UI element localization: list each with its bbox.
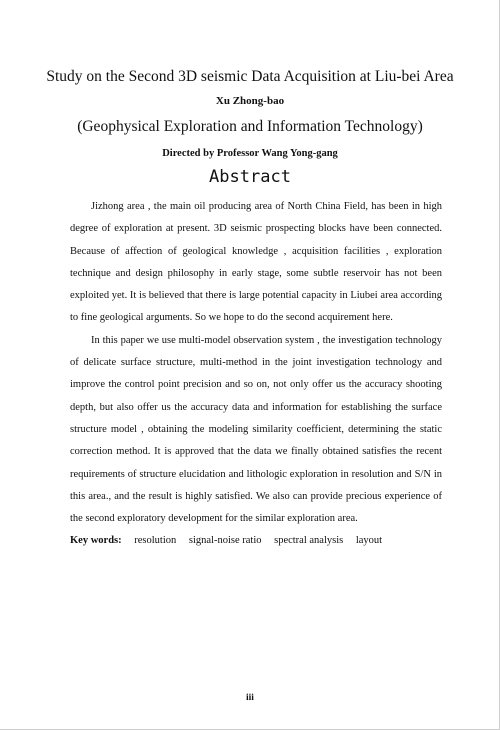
keywords-line (70, 530, 442, 552)
abstract-paragraph-1: Jizhong area , the main oil producing area of North China Field, has been in high degree of exploration at present. 3D seismic prospecting blocks have been connected. Because of affection of geological knowledge , acquisition facilities , exploration technique and design philosophy in early stage, some subtle reservoir has not been exploited yet. It is believed that there is large potential capacity in Liubei area according to fine geological arguments. So we hope to do the second acquirement here. (70, 201, 442, 324)
page-number: iii (246, 693, 254, 703)
abstract-paragraph-2: In this paper we use multi-model observation system , the investigation technology of delicate surface structure, multi-method in the joint investigation technology and improve the control point precision and so on, not only offer us the accuracy shooting depth, but also offer us the accuracy data and information for establishing the surface structure model , obtaining the modeling similarity coefficient, determining the static correction method. It is approved that the data we finally obtained satisfies the recent requirements of structure elucidation and lithologic exploration in resolution and S/N in this area., and the result is highly satisfied. We also can provide precious experience of the second exploratory development for the similar exploration area. (70, 334, 442, 525)
keyword-item: layout (355, 535, 383, 547)
keyword-item: spectral analysis (274, 535, 344, 547)
abstract-body (70, 196, 442, 552)
keyword-item: signal-noise ratio (188, 535, 262, 547)
paper-title: Study on the Second 3D seismic Data Acquisition at Liu-bei Area (46, 68, 454, 85)
abstract-heading: Abstract (209, 167, 291, 187)
advisor-line: Directed by Professor Wang Yong-gang (162, 148, 338, 159)
author-name: Xu Zhong-bao (215, 95, 285, 107)
affiliation: (Geophysical Exploration and Information Technology) (77, 118, 423, 135)
keywords-label: Key words: (70, 535, 122, 547)
keyword-item: resolution (134, 535, 177, 547)
